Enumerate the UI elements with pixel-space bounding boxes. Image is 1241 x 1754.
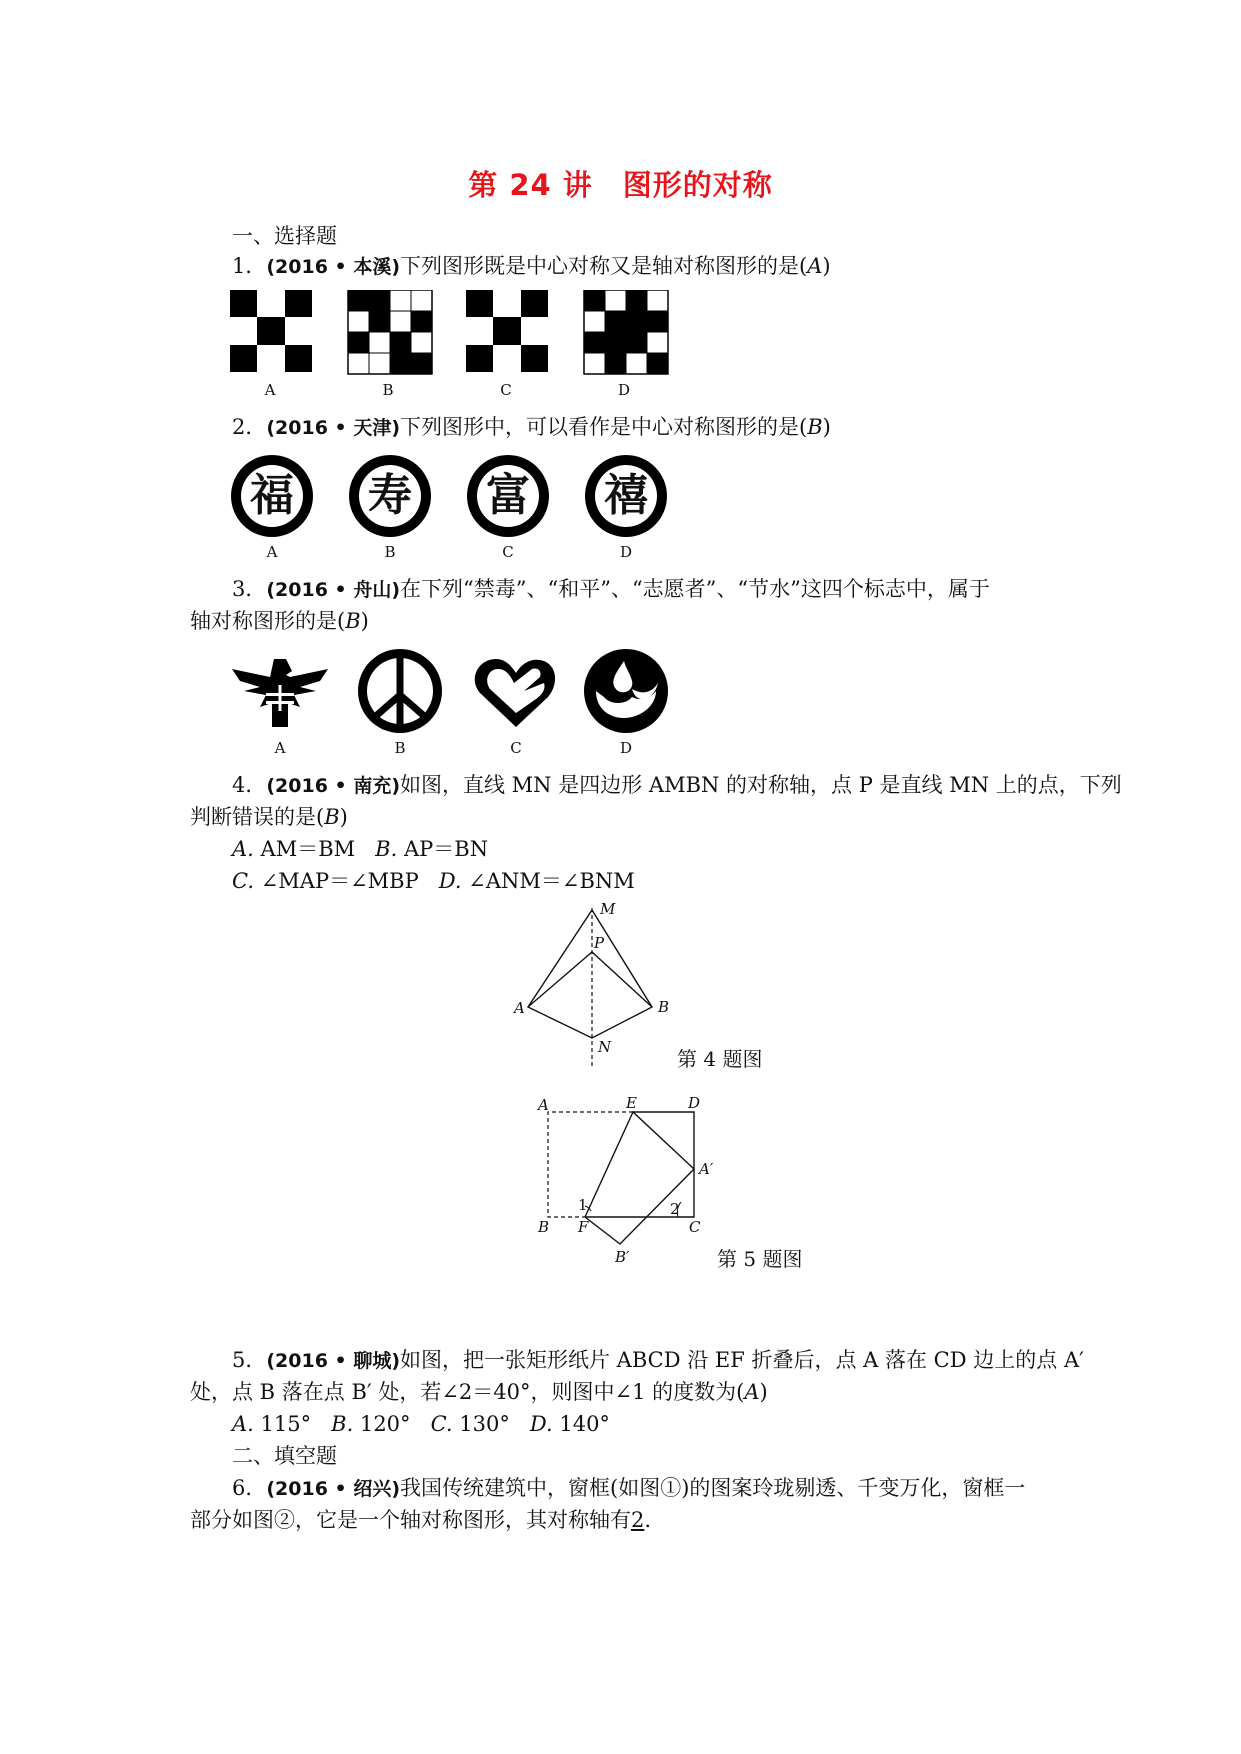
question-source: (2016 • 绍兴) xyxy=(266,1478,400,1500)
option-label: C xyxy=(502,543,514,561)
q1-pattern-figures xyxy=(228,290,678,378)
label-b-prime: B′ xyxy=(615,1248,630,1266)
label-f: F xyxy=(578,1218,589,1236)
pattern-a xyxy=(230,290,312,372)
question-source: (2016 • 南充) xyxy=(266,775,400,797)
option-label: C xyxy=(510,739,522,757)
option-d: 140° xyxy=(559,1412,610,1436)
option-c: ∠MAP＝∠MBP xyxy=(260,869,419,893)
option-label: C xyxy=(500,381,512,399)
question-number: 6． xyxy=(232,1476,267,1500)
question-4-options-cd xyxy=(232,867,635,895)
option-label: D xyxy=(617,381,631,399)
label-n: N xyxy=(598,1038,612,1056)
label-d: D xyxy=(688,1094,701,1112)
label-e: E xyxy=(626,1094,637,1112)
seal-a xyxy=(231,455,313,537)
water-drop-logo-d xyxy=(584,649,668,733)
option-d: ∠ANM＝∠BNM xyxy=(468,869,635,893)
label-m: M xyxy=(600,900,616,918)
option-label: B xyxy=(394,739,406,757)
figure-caption-q4: 第 4 题图 xyxy=(677,1047,763,1071)
seal-b xyxy=(349,455,431,537)
q2-seal-figures xyxy=(228,452,678,542)
question-text: 部分如图②，它是一个轴对称图形，其对称轴有 xyxy=(190,1508,631,1532)
question-text: 判断错误的是 xyxy=(190,805,316,829)
question-source: (2016 • 本溪) xyxy=(266,256,400,278)
section-heading-fill: 二、填空题 xyxy=(232,1444,337,1468)
heart-hand-logo-c xyxy=(475,659,555,727)
question-text: 在下列“禁毒”、“和平”、“志愿者”、“节水”这四个标志中，属于 xyxy=(400,577,990,601)
pattern-b xyxy=(348,290,432,374)
option-label: D xyxy=(619,739,633,757)
option-label: A xyxy=(266,543,278,561)
question-number: 3． xyxy=(232,577,267,601)
option-c-label: C. xyxy=(430,1412,453,1436)
page-title: 第 24 讲 图形的对称 xyxy=(468,168,773,202)
question-text: 我国传统建筑中，窗框(如图①)的图案玲珑剔透、千变万化，窗框一 xyxy=(400,1476,1026,1500)
label-a-prime: A′ xyxy=(699,1160,714,1178)
question-text: 下列图形既是中心对称又是轴对称图形的是 xyxy=(400,254,799,278)
figure-caption-q5: 第 5 题图 xyxy=(717,1247,803,1271)
seal-char: 禧 xyxy=(604,470,648,521)
option-a: AM＝BM xyxy=(260,837,356,861)
figure-q5-folded-rectangle xyxy=(528,1092,728,1272)
option-a: 115° xyxy=(260,1412,312,1436)
answer: B xyxy=(324,805,340,829)
eagle-logo-a xyxy=(232,659,328,727)
answer: A xyxy=(807,254,823,278)
option-a-label: A. xyxy=(232,1412,254,1436)
option-a-label: A. xyxy=(232,837,254,861)
question-6-line2 xyxy=(190,1506,651,1534)
option-c-label: C. xyxy=(232,869,254,893)
answer: B xyxy=(345,609,361,633)
question-5-line2: 处，点 B 落在点 B′ 处，若∠2＝40°，则图中∠1 的度数为(A) xyxy=(190,1380,768,1404)
question-source: (2016 • 舟山) xyxy=(266,579,400,601)
question-4-line1 xyxy=(232,771,1122,800)
option-b-label: B. xyxy=(331,1412,354,1436)
answer: 2 xyxy=(631,1508,645,1532)
figure-q4-quadrilateral xyxy=(510,900,690,1070)
answer: A xyxy=(744,1380,760,1404)
question-text: 下列图形中，可以看作是中心对称图形的是 xyxy=(400,415,799,439)
question-source: (2016 • 聊城) xyxy=(266,1350,400,1372)
label-a: A xyxy=(538,1096,549,1114)
seal-char: 寿 xyxy=(368,470,412,521)
label-p: P xyxy=(594,934,605,952)
question-text: 轴对称图形的是 xyxy=(190,609,337,633)
label-a: A xyxy=(514,999,525,1017)
question-4-options-ab xyxy=(232,835,488,863)
question-4-line2: 判断错误的是(B) xyxy=(190,805,348,829)
question-source: (2016 • 天津) xyxy=(266,417,400,439)
seal-char: 富 xyxy=(486,470,530,521)
peace-logo-b xyxy=(358,649,442,733)
option-c: 130° xyxy=(459,1412,510,1436)
option-b-label: B. xyxy=(375,837,398,861)
answer: B xyxy=(807,415,823,439)
question-text: 如图，把一张矩形纸片 ABCD 沿 EF 折叠后，点 A 落在 CD 边上的点 A′ xyxy=(400,1348,1084,1372)
section-heading-choice: 一、选择题 xyxy=(232,224,337,248)
pattern-c xyxy=(466,290,548,372)
question-2: 2．(2016 • 天津)下列图形中，可以看作是中心对称图形的是(B) xyxy=(232,415,831,439)
q3-logo-figures xyxy=(228,645,678,737)
label-c: C xyxy=(689,1218,701,1236)
question-text: 如图，直线 MN 是四边形 AMBN 的对称轴，点 P 是直线 MN 上的点，下列 xyxy=(400,773,1122,797)
option-label: B xyxy=(384,543,396,561)
question-6-line1 xyxy=(232,1474,1025,1503)
question-3-line1 xyxy=(232,575,990,604)
option-label: D xyxy=(619,543,633,561)
label-b: B xyxy=(538,1218,550,1236)
question-number: 5． xyxy=(232,1348,267,1372)
question-number: 2． xyxy=(232,415,267,439)
question-3-line2: 轴对称图形的是(B) xyxy=(190,609,369,633)
question-5-options xyxy=(232,1410,610,1438)
option-d-label: D. xyxy=(529,1412,553,1436)
question-number: 1． xyxy=(232,254,267,278)
seal-c xyxy=(467,455,549,537)
question-5-line1 xyxy=(232,1346,1084,1375)
option-label: B xyxy=(382,381,394,399)
option-label: A xyxy=(274,739,286,757)
sentence-end: . xyxy=(644,1508,652,1532)
seal-d xyxy=(585,455,667,537)
pattern-d xyxy=(584,290,668,374)
option-b: 120° xyxy=(359,1412,411,1436)
question-number: 4． xyxy=(232,773,267,797)
option-b: AP＝BN xyxy=(403,837,489,861)
seal-char: 福 xyxy=(250,470,294,521)
label-b: B xyxy=(658,998,670,1016)
label-angle-2: 2 xyxy=(670,1200,680,1218)
question-text: 处，点 B 落在点 B′ 处，若∠2＝40°，则图中∠1 的度数为 xyxy=(190,1380,737,1404)
option-label: A xyxy=(264,381,276,399)
question-1: 1．(2016 • 本溪)下列图形既是中心对称又是轴对称图形的是(A) xyxy=(232,254,831,278)
label-angle-1: 1 xyxy=(578,1196,588,1214)
option-d-label: D. xyxy=(438,869,462,893)
